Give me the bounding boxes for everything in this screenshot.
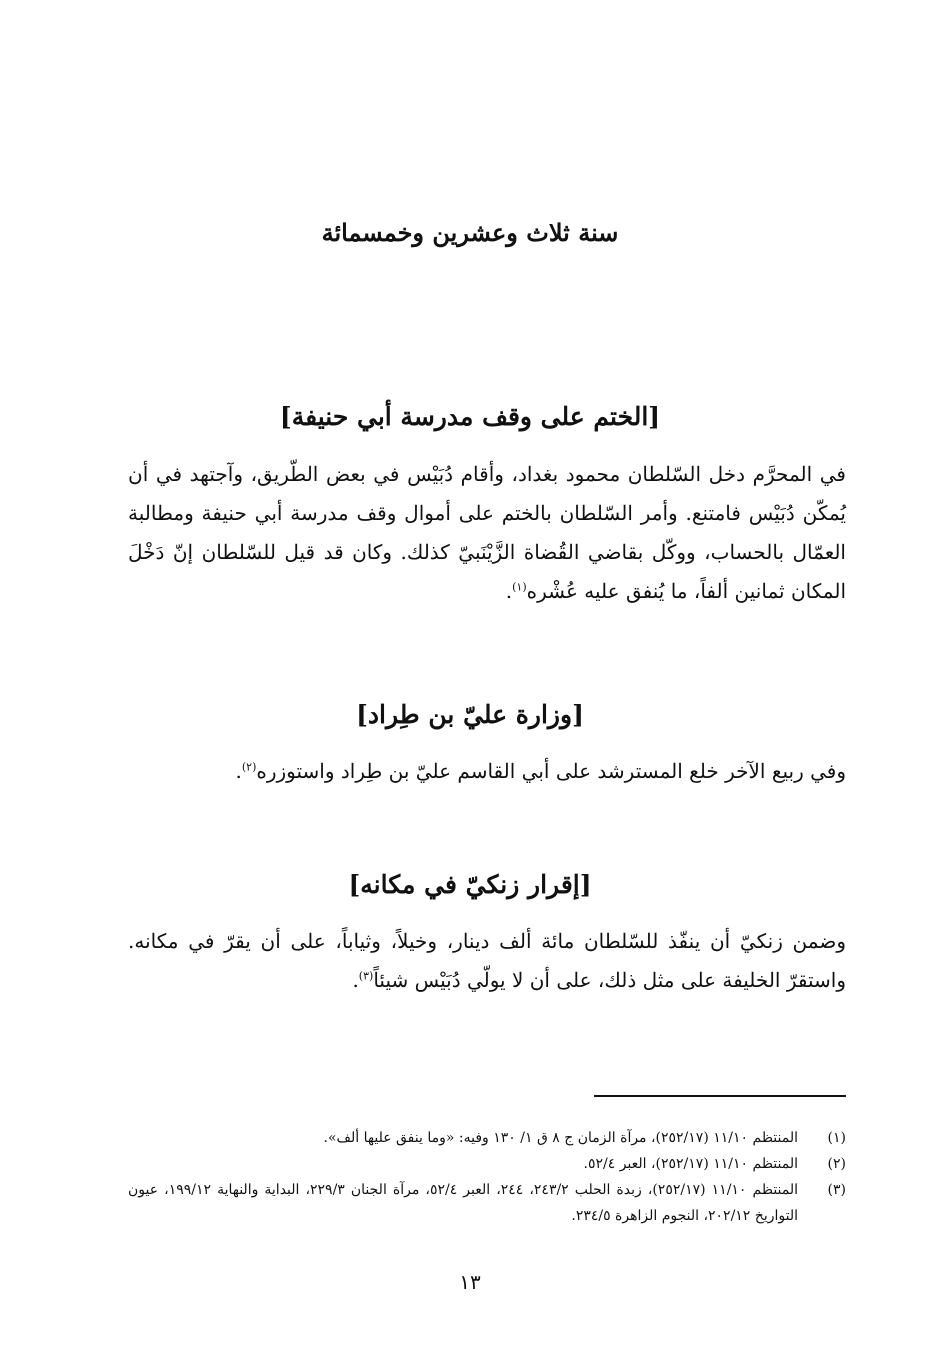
footnote-ref: (١): [512, 580, 527, 594]
section-heading-zengi: [إقرار زنكيّ في مكانه]: [348, 870, 592, 899]
page-number: ١٣: [459, 1270, 481, 1294]
footnote-ref: (٢): [241, 760, 257, 774]
footnote-item: [128, 1177, 846, 1229]
footnote-text: المنتظم ١١/١٠ (٢٥٢/١٧)، العبر ٥٢/٤.: [583, 1156, 798, 1172]
year-title: سنة ثلاث وعشرين وخمسمائة: [321, 218, 619, 247]
section-body-madrasa-seal: في المحرَّم دخل السّلطان محمود بغداد، وأقام دُبَيْس في بعض الطّريق، وآجتهد في أن يُمكّن دُبَيْس فامتنع. وأمر السّلطان بالختم على أموال وقف مدرسة أبي حنيفة ومطالبة العمّال بالحساب، ووكّل بقاضي القُضاة الزَّيْنَبيّ كذلك. وكان قد قيل للسّلطان إنّ دَخْلَ المكان ثمانين ألفاً، ما يُنفق عليه عُشْره$^{(١)}$.: [128, 462, 846, 603]
footnotes-list: [128, 1125, 846, 1229]
section-text: في المحرَّم دخل السّلطان محمود بغداد، وأقام دُبَيْس في بعض الطّريق، وآجتهد في أن يُمكّن دُبَيْس فامتنع. وأمر السّلطان بالختم على أموال وقف مدرسة أبي حنيفة ومطالبة العمّال بالحساب، ووكّل بقاضي القُضاة الزَّيْنَبيّ كذلك. وكان قد قيل للسّلطان إنّ دَخْلَ المكان ثمانين ألفاً، ما يُنفق عليه عُشْره: [128, 462, 846, 603]
footnote-item: [128, 1125, 846, 1151]
section-text: وضمن زنكيّ أن ينفّذ للسّلطان مائة ألف دينار، وخيلاً، وثياباً، على أن يقرّ في مكانه. واستقرّ الخليفة على مثل ذلك، على أن لا يولّي دُبَيْس شيئاً: [128, 929, 846, 992]
section-heading-vizierate: [وزارة عليّ بن طِراد]: [356, 700, 584, 729]
footnote-number: (١): [827, 1130, 846, 1146]
footnote-text: المنتظم ١١/١٠ (٢٥٢/١٧)، مرآة الزمان ج ٨ ق ١/ ١٣٠ وفيه: «وما ينفق عليها ألف».: [323, 1130, 798, 1146]
footnote-divider: [594, 1095, 846, 1097]
footnote-ref: (٣): [358, 969, 374, 983]
section-body-zengi: وضمن زنكيّ أن ينفّذ للسّلطان مائة ألف دينار، وخيلاً، وثياباً، على أن يقرّ في مكانه. واستقرّ الخليفة على مثل ذلك، على أن لا يولّي دُبَيْس شيئاً$^{(٣)}$.: [128, 929, 846, 992]
footnote-number: (٣): [827, 1182, 846, 1198]
section-body-vizierate: وفي ربيع الآخر خلع المسترشد على أبي القاسم عليّ بن طِراد واستوزره$^{(٢)}$.: [235, 759, 846, 783]
section-heading-madrasa-seal: [الختم على وقف مدرسة أبي حنيفة]: [279, 402, 661, 431]
section-text: وفي ربيع الآخر خلع المسترشد على أبي القاسم عليّ بن طِراد واستوزره: [256, 759, 846, 783]
footnote-item: [128, 1151, 846, 1177]
footnote-number: (٢): [827, 1156, 846, 1172]
footnote-text: المنتظم ١١/١٠ (٢٥٢/١٧)، زبدة الحلب ٢٤٣/٢، ٢٤٤، العبر ٥٢/٤، مرآة الجنان ٢٢٩/٣، البداية والنهاية ١٩٩/١٢، عيون التواريخ ٢٠٢/١٢، النجوم الزاهرة ٢٣٤/٥.: [128, 1182, 799, 1224]
